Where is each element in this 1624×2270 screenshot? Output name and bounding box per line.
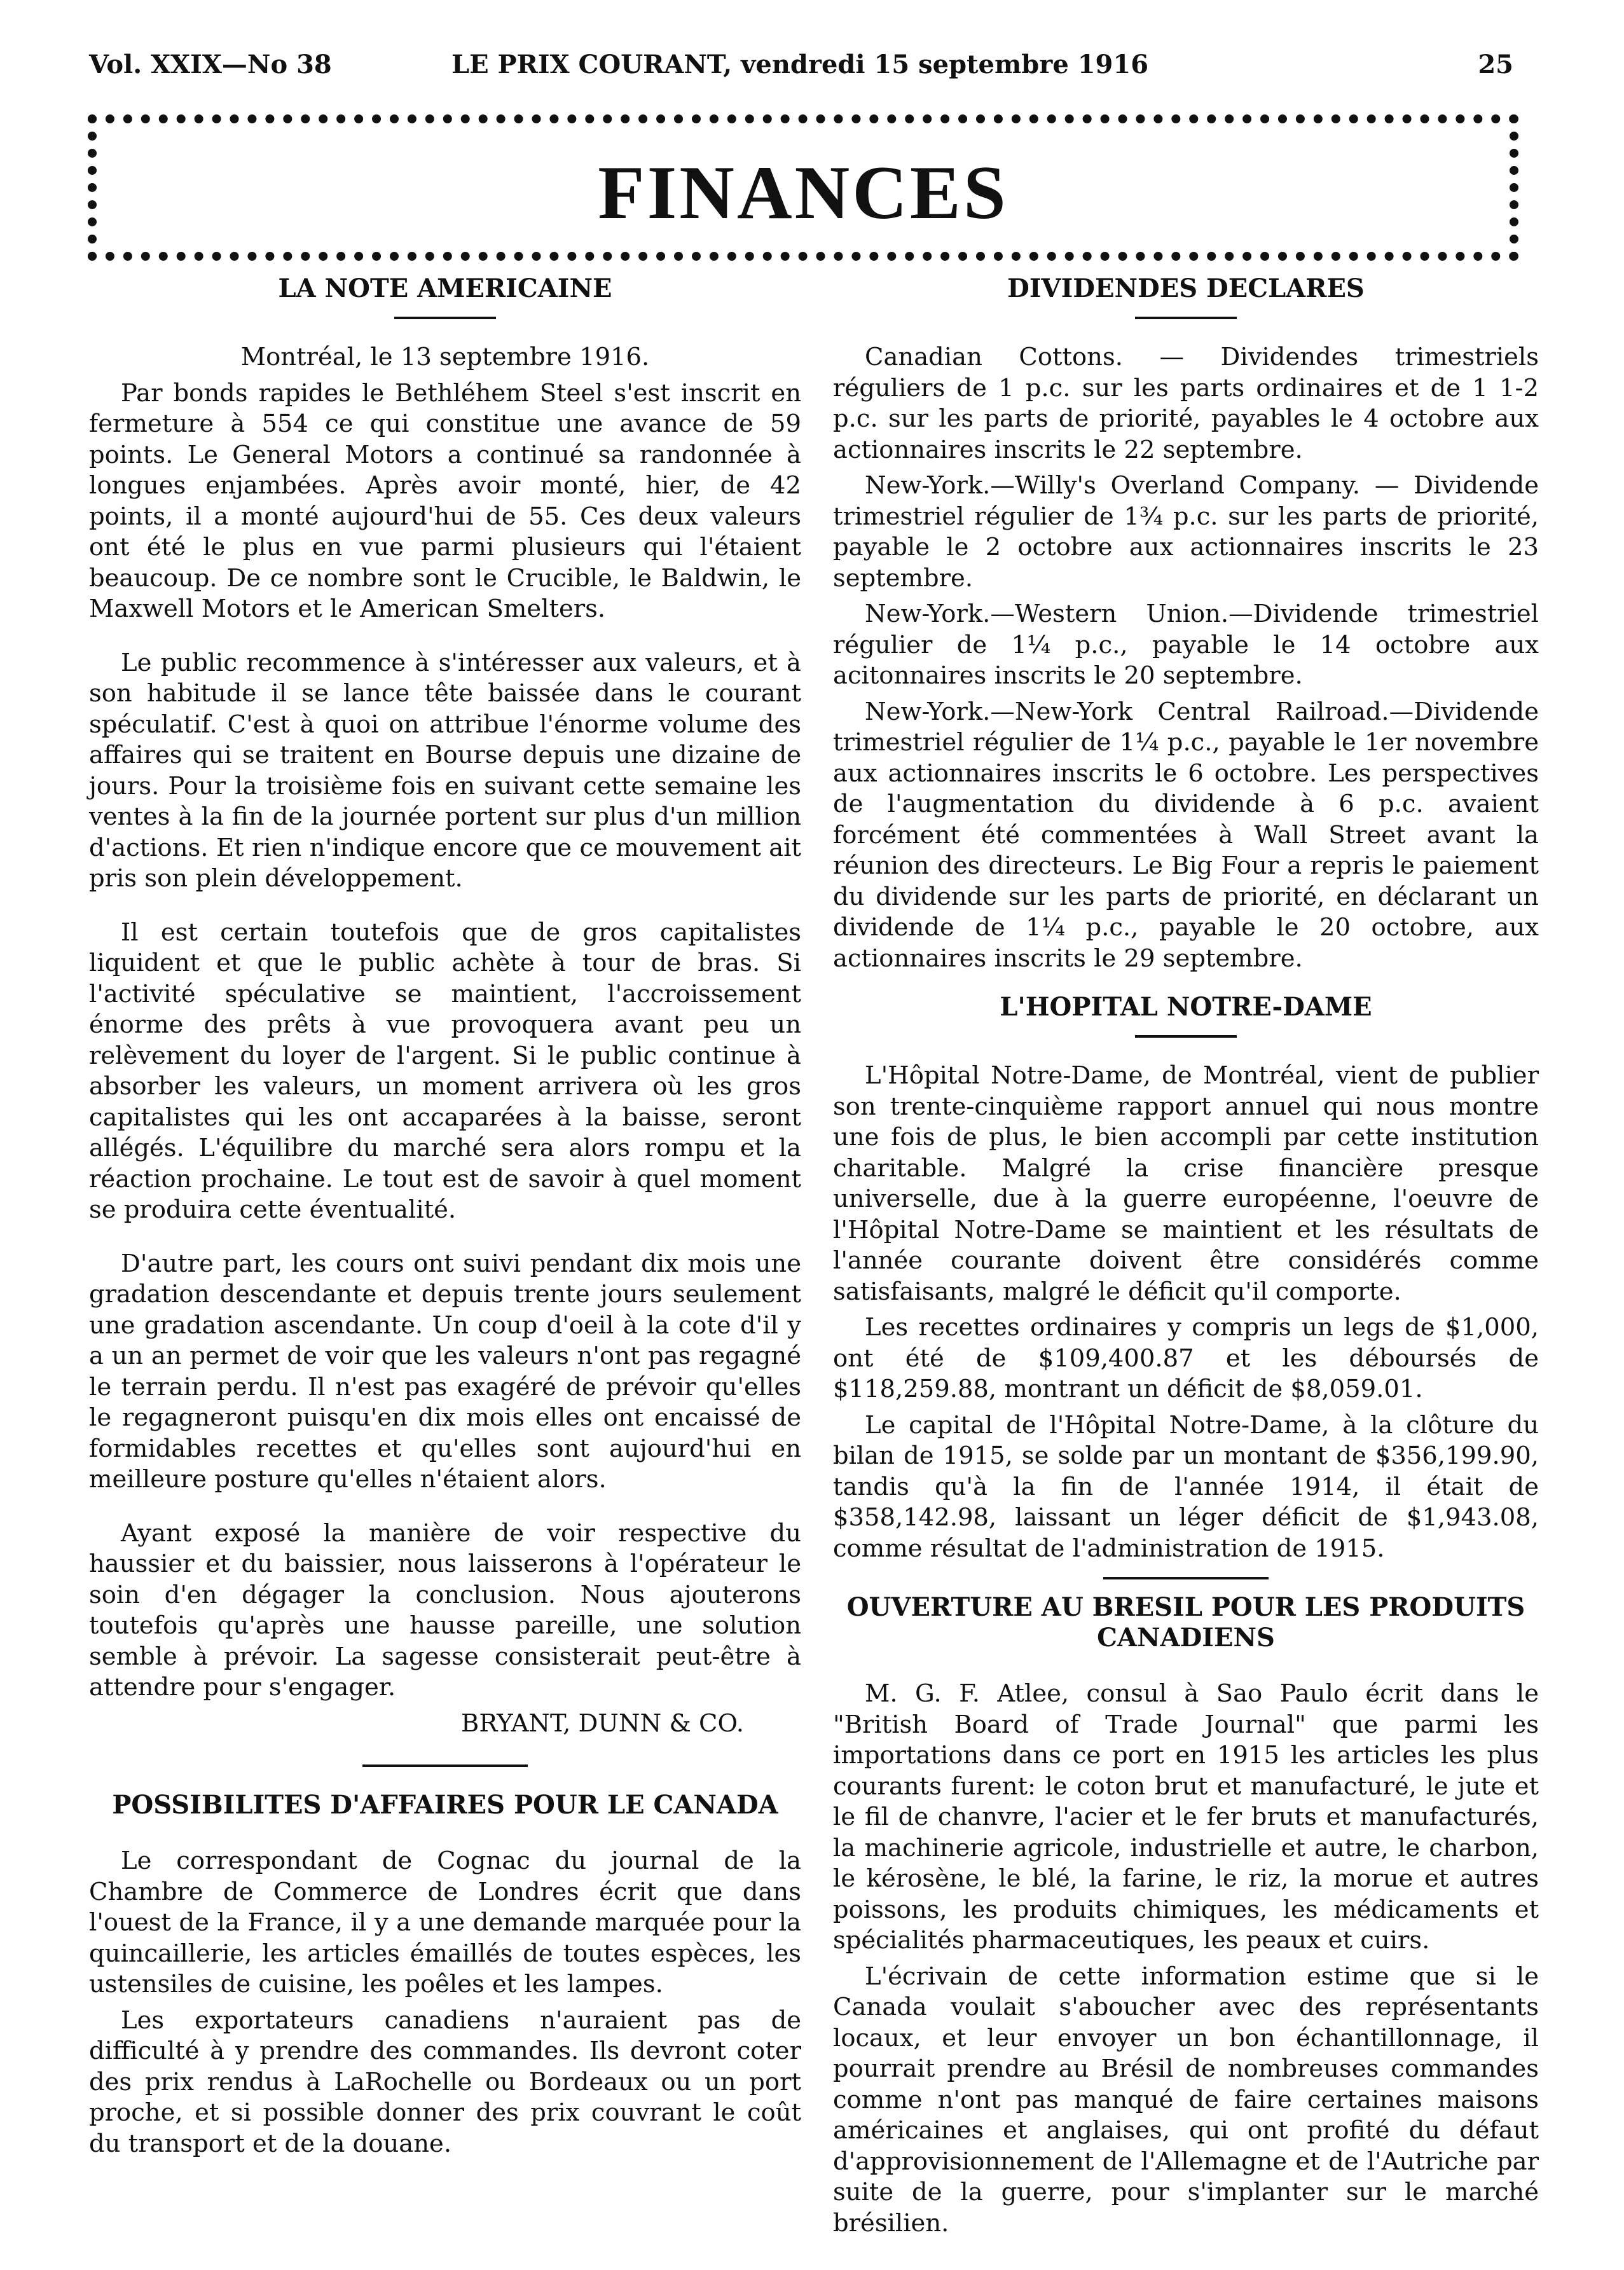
paragraph: L'écrivain de cette information estime que si le Canada voulait s'aboucher avec des représentants locaux, et leur envoyer un bon échantillonnage, il pourrait prendre au Brésil de nombreuses commandes comme n'ont pas manqué de faire certaines maisons américaines et anglaises, qui ont profité du défaut d'approvisionnement de l'Allemagne et de l'Autriche par suite de la guerre, pour s'implanter sur le marché brésilien.: [833, 1962, 1539, 2238]
article-heading: LA NOTE AMERICAINE: [278, 273, 612, 303]
page-number: 25: [1478, 50, 1513, 79]
running-head: [89, 50, 1513, 88]
paragraph: Les recettes ordinaires y compris un legs de $1,000, ont été de $109,400.87 et les déboursés de $118,259.88, montrant un déficit de $8,059.01.: [833, 1313, 1539, 1403]
article-heading: L'HOPITAL NOTRE-DAME: [1000, 992, 1372, 1022]
paragraph: Il est certain toutefois que de gros capitalistes liquident et que le public achète à tour de bras. Si l'activité spéculative se maintient, l'accroissement énorme des prêts à vue provoquera avant peu un relèvement du loyer de l'argent. Si le public continue à absorber les valeurs, un moment arrivera où les gros capitalistes qui les ont accaparées à la baisse, seront allégés. L'équilibre du marché sera alors rompu et la réaction prochaine. Le tout est de savoir à quel moment se produira cette éventualité.: [89, 918, 801, 1224]
paragraph: Canadian Cottons. — Dividendes trimestriels réguliers de 1 p.c. sur les parts ordinaires et de 1 1-2 p.c. sur les parts de priorité, payables le 4 octobre aux actionnaires inscrits le 22 septembre.: [833, 343, 1539, 464]
signature: BRYANT, DUNN & CO.: [461, 1709, 744, 1738]
left-column: [89, 273, 801, 2164]
article-heading: POSSIBILITES D'AFFAIRES POUR LE CANADA: [112, 1790, 778, 1820]
paragraph: D'autre part, les cours ont suivi pendant dix mois une gradation descendante et depuis trente jours seulement une gradation ascendante. Un coup d'oeil à la cote d'il y a un an permet de voir que les valeurs n'ont pas regagné le terrain perdu. Il n'est pas exagéré de prévoir qu'elles le regagneront puisqu'en dix mois elles ont encaissé de formidables recettes et qu'elles sont aujourd'hui en meilleure posture qu'elles n'étaient alors.: [89, 1249, 801, 1494]
paragraph: New-York.—New-York Central Railroad.—Dividende trimestriel régulier de 1¼ p.c., payable le 1er novembre aux actionnaires inscrits le 6 octobre. Les perspectives de l'augmentation du dividende à 6 p.c. avaient forcément été commentées à Wall Street avant la réunion des directeurs. Le Big Four a repris le paiement du dividende sur les parts de priorité, en déclarant un dividende de 1¼ p.c., payable le 20 octobre, aux actionnaires inscrits le 29 septembre.: [833, 697, 1539, 973]
section-title: FINANCES: [598, 150, 1008, 235]
paragraph: Par bonds rapides le Bethléhem Steel s'est inscrit en fermeture à 554 ce qui constitue une avance de 59 points. Le General Motors a continué sa randonnée à longues enjambées. Après avoir monté, hier, de 42 points, il a monté aujourd'hui de 55. Ces deux valeurs ont été le plus en vue parmi plusieurs qui l'étaient beaucoup. De ce nombre sont le Crucible, le Baldwin, le Maxwell Motors et le American Smelters.: [89, 378, 801, 623]
heading-rule: [1135, 317, 1237, 319]
section-rule: [362, 1764, 528, 1767]
paragraph: Ayant exposé la manière de voir respective du haussier et du baissier, nous laisserons à l'opérateur le soin d'en dégager la conclusion. Nous ajouterons toutefois qu'après une hausse pareille, une solution semble à prévoir. La sagesse consisterait peut-être à attendre pour s'engager.: [89, 1518, 801, 1702]
paragraph: New-York.—Western Union.—Dividende trimestriel régulier de 1¼ p.c., payable le 14 octobre aux acitonnaires inscrits le 20 septembre.: [833, 600, 1539, 690]
paragraph: Le capital de l'Hôpital Notre-Dame, à la clôture du bilan de 1915, se solde par un montant de $356,199.90, tandis qu'à la fin de l'année 1914, il était de $358,142.98, laissant un léger déficit de $1,943.08, comme résultat de l'administration de 1915.: [833, 1410, 1539, 1563]
heading-rule: [394, 317, 496, 319]
volume-number: Vol. XXIX—No 38: [89, 50, 332, 79]
section-rule: [1103, 1577, 1269, 1579]
paragraph: M. G. F. Atlee, consul à Sao Paulo écrit dans le "British Board of Trade Journal" que parmi les importations dans ce port en 1915 les articles les plus courants furent: le coton brut et manufacturé, le jute et le fil de chanvre, l'acier et le fer bruts et manufacturés, la machinerie agricole, industrielle et autre, le charbon, le kérosène, le blé, la farine, le riz, la morue et autres poissons, les produits chimiques, les médicaments et spécialités pharmaceutiques, les peaux et cuirs.: [833, 1679, 1539, 1955]
section-banner: [88, 114, 1518, 261]
heading-rule: [1135, 1035, 1237, 1038]
paragraph: New-York.—Willy's Overland Company. — Dividende trimestriel régulier de 1¾ p.c. sur les parts de priorité, payable le 2 octobre aux actionnaires inscrits le 23 septembre.: [833, 471, 1539, 593]
paragraph: L'Hôpital Notre-Dame, de Montréal, vient de publier son trente-cinquième rapport annuel qui nous montre une fois de plus, le bien accompli par cette institution charitable. Malgré la crise financière presque universelle, due à la guerre européenne, l'oeuvre de l'Hôpital Notre-Dame se maintient et les résultats de l'année courante doivent être considérés comme satisfaisants, malgré le déficit qu'il comporte.: [833, 1061, 1539, 1306]
right-column: [833, 273, 1539, 2244]
article-heading: OUVERTURE AU BRESIL POUR LES PRODUITS CANADIENS: [846, 1592, 1525, 1653]
paragraph: Les exportateurs canadiens n'auraient pas de difficulté à y prendre des commandes. Ils devront coter des prix rendus à LaRochelle ou Bordeaux ou un port proche, et si possible donner des prix couvrant le coût du transport et de la douane.: [89, 2005, 801, 2158]
journal-title-date: LE PRIX COURANT, vendredi 15 septembre 1916: [451, 50, 1149, 79]
paragraph: Le public recommence à s'intéresser aux valeurs, et à son habitude il se lance tête baissée dans le courant spéculatif. C'est à quoi on attribue l'énorme volume des affaires qui se traitent en Bourse depuis une dizaine de jours. Pour la troisième fois en suivant cette semaine les ventes à la fin de la journée portent sur plus d'un million d'actions. Et rien n'indique encore que ce mouvement ait pris son plein développement.: [89, 648, 801, 893]
paragraph: Le correspondant de Cognac du journal de la Chambre de Commerce de Londres écrit que dans l'ouest de la France, il y a une demande marquée pour la quincaillerie, les articles émaillés de toutes espèces, les ustensiles de cuisine, les poêles et les lampes.: [89, 1847, 801, 1998]
dateline: Montréal, le 13 septembre 1916.: [240, 343, 650, 371]
article-heading: DIVIDENDES DECLARES: [1007, 273, 1365, 303]
